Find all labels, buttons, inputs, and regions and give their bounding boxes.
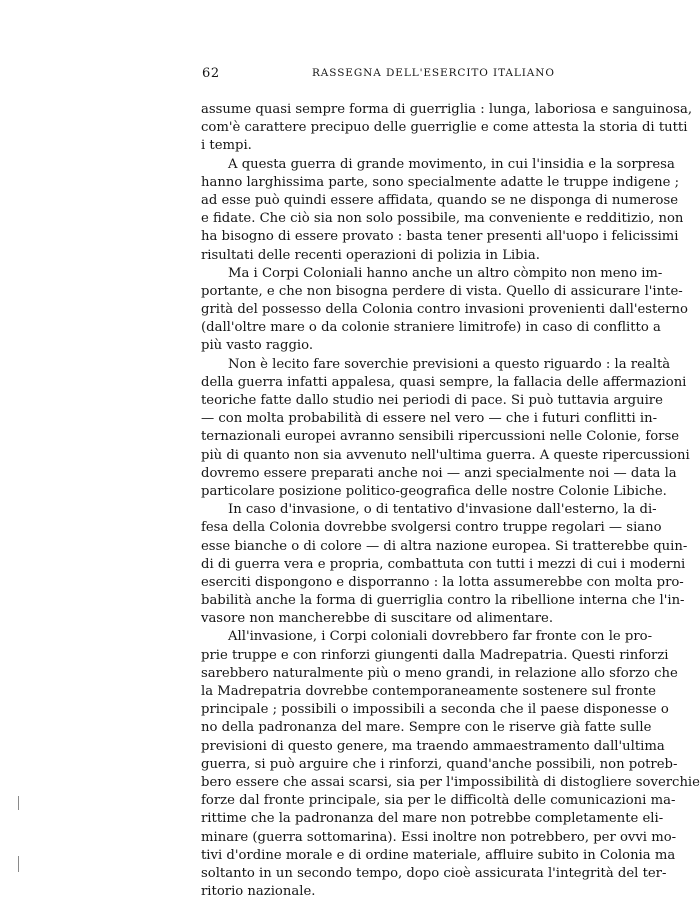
text-line: di di guerra vera e propria, combattuta con tutti i mezzi di cui i moderni [201,556,686,572]
text-line: i tempi. [201,138,252,154]
text-line: hanno larghissima parte, sono specialmente adatte le truppe indigene ; [201,174,680,190]
text-line: vasore non mancherebbe di suscitare od alimentare. [201,611,554,627]
text-line: e fidate. Che ciò sia non solo possibile, ma conveniente e redditizio, non [201,211,684,227]
scan-margin-mark [18,856,19,872]
text-line: sarebbero naturalmente più o meno grandi, in relazione allo sforzo che [201,665,678,681]
text-line: Non è lecito fare soverchie previsioni a questo riguardo : la realtà [228,356,671,372]
text-line: prie truppe e con rinforzi giungenti dalla Madrepatria. Questi rinforzi [201,647,669,663]
text-line: la Madrepatria dovrebbe contemporaneamente sostenere sul fronte [201,684,656,699]
text-line: risultati delle recenti operazioni di polizia in Libia. [201,247,540,263]
text-line: ternazionali europei avranno sensibili ripercussioni nelle Colonie, forse [201,429,680,445]
text-line: assume quasi sempre forma di guerriglia : lunga, laboriosa e sanguinosa, [201,102,693,117]
text-line: più di quanto non sia avvenuto nell'ultima guerra. A queste ripercussioni [201,447,690,463]
text-line: ha bisogno di essere provato : basta tener presenti all'uopo i felicissimi [201,229,679,245]
text-line: rittime che la padronanza del mare non potrebbe completamente eli- [201,811,664,827]
text-line: fesa della Colonia dovrebbe svolgersi contro truppe regolari — siano [201,520,662,536]
text-line: della guerra infatti appalesa, quasi sempre, la fallacia delle affermazioni [201,374,687,390]
text-line: particolare posizione politico-geografica delle nostre Colonie Libiche. [201,483,667,499]
text-line: dovremo essere preparati anche noi — anzi specialmente noi — data la [201,465,677,481]
text-line: soltanto in un secondo tempo, dopo cioè assicurata l'integrità del ter- [201,865,667,881]
text-line: guerra, si può arguire che i rinforzi, quand'anche possibili, non potreb- [201,756,678,772]
text-line: com'è carattere precipuo delle guerriglie e come attesta la storia di tutti [201,120,688,136]
text-line: esse bianche o di colore — di altra nazione europea. Si tratterebbe quin- [201,538,688,554]
text-line: A questa guerra di grande movimento, in cui l'insidia e la sorpresa [228,156,675,172]
text-line: ad esse può quindi essere affidata, quando se ne disponga di numerose [201,192,679,208]
text-line: In caso d'invasione, o di tentativo d'invasione dall'esterno, la di- [228,502,657,518]
text-line: eserciti dispongono e disporranno : la lotta assumerebbe con molta pro- [201,574,684,590]
text-line: teoriche fatte dallo studio nei periodi di pace. Si può tuttavia arguire [201,393,663,408]
text-line: bero essere che assai scarsi, sia per l'impossibilità di distogliere soverchie [201,774,700,790]
text-line: grità del possesso della Colonia contro invasioni provenienti dall'esterno [201,302,688,318]
text-line: — con molta probabilità di essere nel vero — che i futuri conflitti in- [201,411,658,427]
text-line: Ma i Corpi Coloniali hanno anche un altro còmpito non meno im- [228,265,663,281]
running-title: RASSEGNA DELL'ESERCITO ITALIANO [312,67,555,79]
text-line: portante, e che non bisogna perdere di vista. Quello di assicurare l'inte- [201,283,683,299]
text-line: babilità anche la forma di guerriglia contro la ribellione interna che l'in- [201,593,685,609]
text-line: (dall'oltre mare o da colonie straniere limitrofe) in caso di conflitto a [201,320,661,336]
text-line: forze dal fronte principale, sia per le difficoltà delle comunicazioni ma- [201,793,676,809]
text-line: tivi d'ordine morale e di ordine materiale, affluire subito in Colonia ma [201,847,676,863]
text-line: minare (guerra sottomarina). Essi inoltre non potrebbero, per ovvi mo- [201,829,677,845]
scan-margin-mark [18,796,19,810]
body-text [201,101,700,901]
text-line: All'invasione, i Corpi coloniali dovrebbero far fronte con le pro- [228,629,653,645]
text-line: previsioni di questo genere, ma traendo ammaestramento dall'ultima [201,738,665,754]
text-line: più vasto raggio. [201,338,314,354]
page-header [202,60,555,81]
text-line: ritorio nazionale. [201,884,316,900]
text-line: principale ; possibili o impossibili a seconda che il paese disponesse o [201,702,669,718]
text-line: no della padronanza del mare. Sempre con le riserve già fatte sulle [201,720,652,736]
page-number: 62 [202,66,220,81]
